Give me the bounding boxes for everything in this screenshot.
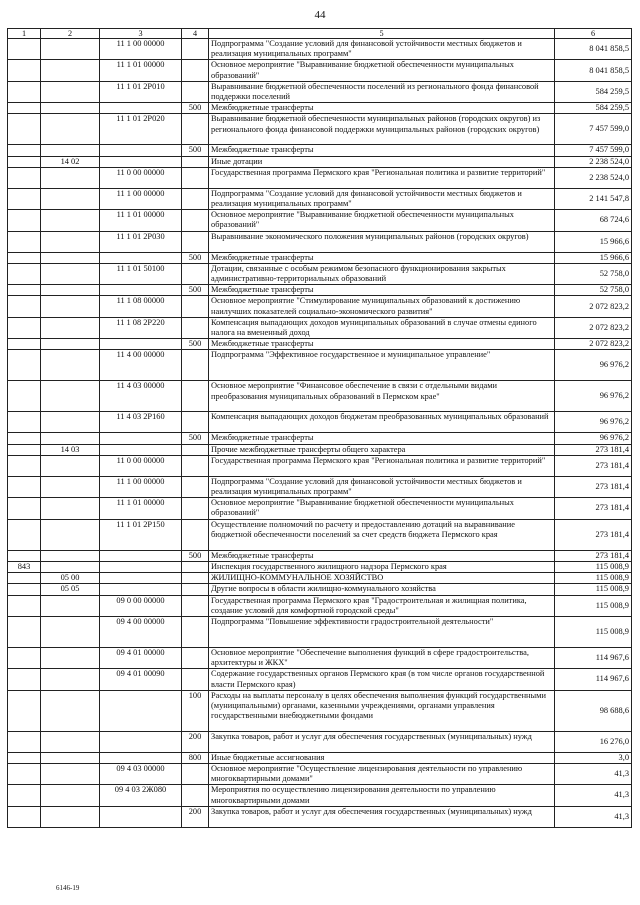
expense-type-cell [182,156,209,167]
amount-cell: 115 008,9 [555,561,632,572]
section-code-cell [41,103,100,114]
amount-cell: 273 181,4 [555,455,632,476]
expense-type-cell [182,647,209,668]
budget-table [7,28,632,828]
table-row [8,550,632,561]
amount-cell: 2 238 524,0 [555,167,632,188]
header-col-6: 6 [555,29,632,39]
expense-type-cell [182,381,209,412]
description-cell: ЖИЛИЩНО-КОММУНАЛЬНОЕ ХОЗЯЙСТВО [209,573,555,584]
amount-cell: 96 976,2 [555,433,632,444]
target-article-cell [100,806,182,827]
amount-cell: 96 976,2 [555,381,632,412]
expense-type-cell [182,167,209,188]
expense-type-cell: 500 [182,550,209,561]
expense-type-cell [182,785,209,806]
section-code-cell [41,252,100,263]
description-cell: Межбюджетные трансферты [209,550,555,561]
ministry-code-cell [8,81,41,102]
table-row [8,381,632,412]
description-cell: Основное мероприятие "Стимулирование муниципальных образований к достижению наилучших показателей социально-экономического развития" [209,296,555,317]
ministry-code-cell [8,263,41,284]
table-row [8,584,632,595]
expense-type-cell [182,476,209,497]
section-code-cell [41,350,100,381]
section-code-cell [41,317,100,338]
table-row [8,806,632,827]
amount-cell: 2 072 823,2 [555,339,632,350]
table-row [8,752,632,763]
ministry-code-cell [8,752,41,763]
ministry-code-cell [8,156,41,167]
ministry-code-cell [8,731,41,752]
table-row [8,210,632,231]
table-row [8,60,632,81]
footer-code: 6146-19 [56,884,80,892]
table-row [8,444,632,455]
description-cell: Закупка товаров, работ и услуг для обеспечения государственных (муниципальных) нужд [209,806,555,827]
target-article-cell [100,752,182,763]
table-row [8,763,632,784]
section-code-cell: 05 00 [41,573,100,584]
expense-type-cell [182,616,209,647]
expense-type-cell [182,412,209,433]
expense-type-cell: 500 [182,103,209,114]
table-body [8,29,632,828]
amount-cell: 16 276,0 [555,731,632,752]
description-cell: Государственная программа Пермского края "Градостроительная и жилищная политика, создание условий для комфортной городской среды" [209,595,555,616]
amount-cell: 98 688,6 [555,690,632,731]
amount-cell: 52 758,0 [555,263,632,284]
description-cell: Другие вопросы в области жилищно-коммунального хозяйства [209,584,555,595]
target-article-cell: 11 1 01 00000 [100,60,182,81]
target-article-cell [100,433,182,444]
section-code-cell [41,550,100,561]
expense-type-cell: 500 [182,285,209,296]
target-article-cell [100,561,182,572]
expense-type-cell [182,444,209,455]
description-cell: Подпрограмма "Создание условий для финансовой устойчивости местных бюджетов и реализация муниципальных программ" [209,476,555,497]
expense-type-cell [182,231,209,252]
table-row [8,339,632,350]
target-article-cell: 11 1 00 00000 [100,39,182,60]
table-row [8,595,632,616]
section-code-cell [41,616,100,647]
target-article-cell: 09 4 01 00090 [100,669,182,690]
ministry-code-cell [8,339,41,350]
section-code-cell [41,167,100,188]
amount-cell: 96 976,2 [555,350,632,381]
section-code-cell [41,498,100,519]
section-code-cell [41,785,100,806]
section-code-cell [41,296,100,317]
expense-type-cell [182,210,209,231]
target-article-cell: 11 1 01 00000 [100,498,182,519]
table-row [8,455,632,476]
section-code-cell [41,763,100,784]
target-article-cell: 11 1 01 2Р010 [100,81,182,102]
target-article-cell: 11 1 08 00000 [100,296,182,317]
amount-cell: 15 966,6 [555,231,632,252]
target-article-cell [100,550,182,561]
header-col-5: 5 [209,29,555,39]
table-row [8,285,632,296]
description-cell: Подпрограмма "Эффективное государственное и муниципальное управление" [209,350,555,381]
table-row [8,156,632,167]
target-article-cell: 11 1 00 00000 [100,476,182,497]
section-code-cell [41,690,100,731]
target-article-cell [100,584,182,595]
section-code-cell [41,433,100,444]
target-article-cell: 11 1 01 2Р020 [100,114,182,145]
expense-type-cell [182,317,209,338]
table-row [8,785,632,806]
ministry-code-cell [8,381,41,412]
ministry-code-cell: 843 [8,561,41,572]
description-cell: Межбюджетные трансферты [209,285,555,296]
table-row [8,561,632,572]
target-article-cell: 11 0 00 00000 [100,167,182,188]
amount-cell: 96 976,2 [555,412,632,433]
table-row [8,317,632,338]
section-code-cell [41,339,100,350]
table-row [8,350,632,381]
amount-cell: 115 008,9 [555,595,632,616]
description-cell: Выравнивание бюджетной обеспеченности поселений из регионального фонда финансовой поддержки поселений [209,81,555,102]
expense-type-cell: 200 [182,731,209,752]
ministry-code-cell [8,476,41,497]
section-code-cell [41,412,100,433]
amount-cell: 273 181,4 [555,444,632,455]
table-row [8,476,632,497]
ministry-code-cell [8,806,41,827]
amount-cell: 2 238 524,0 [555,156,632,167]
ministry-code-cell [8,444,41,455]
section-code-cell [41,476,100,497]
expense-type-cell [182,114,209,145]
ministry-code-cell [8,550,41,561]
amount-cell: 7 457 599,0 [555,145,632,156]
target-article-cell: 11 4 03 2Р160 [100,412,182,433]
section-code-cell [41,455,100,476]
description-cell: Межбюджетные трансферты [209,252,555,263]
description-cell: Компенсация выпадающих доходов муниципальных образований в случае отмены единого налога на вмененный доход [209,317,555,338]
amount-cell: 115 008,9 [555,573,632,584]
description-cell: Иные дотации [209,156,555,167]
description-cell: Межбюджетные трансферты [209,145,555,156]
section-code-cell [41,145,100,156]
table-row [8,669,632,690]
section-code-cell [41,519,100,550]
expense-type-cell [182,350,209,381]
target-article-cell [100,156,182,167]
table-row [8,39,632,60]
target-article-cell: 11 1 01 2Р150 [100,519,182,550]
section-code-cell [41,381,100,412]
description-cell: Расходы на выплаты персоналу в целях обеспечения выполнения функций государственными (муниципальными) органами, казенными учреждениями, органами управления государственными внебюджетными фондами [209,690,555,731]
target-article-cell [100,103,182,114]
expense-type-cell [182,263,209,284]
section-code-cell [41,731,100,752]
target-article-cell: 11 1 08 2Р220 [100,317,182,338]
ministry-code-cell [8,231,41,252]
ministry-code-cell [8,114,41,145]
expense-type-cell: 200 [182,806,209,827]
expense-type-cell [182,763,209,784]
amount-cell: 273 181,4 [555,476,632,497]
description-cell: Прочие межбюджетные трансферты общего характера [209,444,555,455]
section-code-cell: 05 05 [41,584,100,595]
table-row [8,573,632,584]
section-code-cell: 14 02 [41,156,100,167]
expense-type-cell [182,60,209,81]
description-cell: Основное мероприятие "Выравнивание бюджетной обеспеченности муниципальных образований" [209,60,555,81]
table-row [8,690,632,731]
expense-type-cell [182,39,209,60]
expense-type-cell [182,455,209,476]
target-article-cell [100,145,182,156]
table-row [8,103,632,114]
target-article-cell: 11 1 01 00000 [100,210,182,231]
header-col-1: 1 [8,29,41,39]
ministry-code-cell [8,285,41,296]
table-row [8,231,632,252]
table-header-row [8,29,632,39]
ministry-code-cell [8,433,41,444]
target-article-cell [100,285,182,296]
description-cell: Межбюджетные трансферты [209,339,555,350]
amount-cell: 52 758,0 [555,285,632,296]
table-row [8,145,632,156]
ministry-code-cell [8,519,41,550]
target-article-cell: 09 0 00 00000 [100,595,182,616]
amount-cell: 2 141 547,8 [555,188,632,209]
expense-type-cell [182,519,209,550]
amount-cell: 115 008,9 [555,584,632,595]
amount-cell: 68 724,6 [555,210,632,231]
expense-type-cell [182,296,209,317]
target-article-cell [100,444,182,455]
ministry-code-cell [8,188,41,209]
ministry-code-cell [8,647,41,668]
table-row [8,114,632,145]
target-article-cell: 09 4 01 00000 [100,647,182,668]
description-cell: Основное мероприятие "Выравнивание бюджетной обеспеченности муниципальных образований" [209,210,555,231]
section-code-cell [41,263,100,284]
description-cell: Компенсация выпадающих доходов бюджетам преобразованных муниципальных образований [209,412,555,433]
target-article-cell: 09 4 00 00000 [100,616,182,647]
description-cell: Подпрограмма "Повышение эффективности градостроительной деятельности" [209,616,555,647]
section-code-cell [41,669,100,690]
table-row [8,263,632,284]
section-code-cell [41,39,100,60]
ministry-code-cell [8,669,41,690]
amount-cell: 114 967,6 [555,647,632,668]
description-cell: Государственная программа Пермского края "Региональная политика и развитие территорий" [209,167,555,188]
description-cell: Основное мероприятие "Выравнивание бюджетной обеспеченности муниципальных образований" [209,498,555,519]
ministry-code-cell [8,103,41,114]
amount-cell: 41,3 [555,806,632,827]
description-cell: Инспекция государственного жилищного надзора Пермского края [209,561,555,572]
table-row [8,498,632,519]
table-row [8,731,632,752]
description-cell: Закупка товаров, работ и услуг для обеспечения государственных (муниципальных) нужд [209,731,555,752]
target-article-cell [100,573,182,584]
amount-cell: 2 072 823,2 [555,317,632,338]
ministry-code-cell [8,145,41,156]
description-cell: Межбюджетные трансферты [209,103,555,114]
ministry-code-cell [8,763,41,784]
ministry-code-cell [8,39,41,60]
expense-type-cell: 500 [182,252,209,263]
section-code-cell [41,210,100,231]
target-article-cell [100,690,182,731]
description-cell: Осуществление полномочий по расчету и предоставлению дотаций на выравнивание бюджетной обеспеченности поселений за счет средств бюджета Пермского края [209,519,555,550]
table-row [8,412,632,433]
ministry-code-cell [8,167,41,188]
ministry-code-cell [8,412,41,433]
section-code-cell [41,647,100,668]
amount-cell: 584 259,5 [555,103,632,114]
amount-cell: 3,0 [555,752,632,763]
header-col-3: 3 [100,29,182,39]
description-cell: Выравнивание бюджетной обеспеченности муниципальных районов (городских округов) из регионального фонда финансовой поддержки муниципальных районов (городских округов) [209,114,555,145]
ministry-code-cell [8,296,41,317]
ministry-code-cell [8,616,41,647]
amount-cell: 273 181,4 [555,550,632,561]
expense-type-cell [182,188,209,209]
amount-cell: 584 259,5 [555,81,632,102]
expense-type-cell [182,595,209,616]
amount-cell: 2 072 823,2 [555,296,632,317]
target-article-cell: 09 4 03 00000 [100,763,182,784]
target-article-cell: 11 1 01 2Р030 [100,231,182,252]
target-article-cell: 11 0 00 00000 [100,455,182,476]
section-code-cell [41,231,100,252]
ministry-code-cell [8,690,41,731]
section-code-cell [41,752,100,763]
ministry-code-cell [8,252,41,263]
section-code-cell [41,285,100,296]
amount-cell: 15 966,6 [555,252,632,263]
ministry-code-cell [8,455,41,476]
table-row [8,167,632,188]
section-code-cell [41,806,100,827]
expense-type-cell [182,573,209,584]
target-article-cell [100,339,182,350]
ministry-code-cell [8,498,41,519]
ministry-code-cell [8,573,41,584]
expense-type-cell: 500 [182,145,209,156]
expense-type-cell [182,669,209,690]
description-cell: Межбюджетные трансферты [209,433,555,444]
target-article-cell: 11 1 01 50100 [100,263,182,284]
description-cell: Выравнивание экономического положения муниципальных районов (городских округов) [209,231,555,252]
amount-cell: 7 457 599,0 [555,114,632,145]
expense-type-cell: 100 [182,690,209,731]
table-row [8,81,632,102]
description-cell: Мероприятия по осуществлению лицензирования деятельности по управлению многоквартирными домами [209,785,555,806]
table-row [8,296,632,317]
expense-type-cell [182,561,209,572]
target-article-cell: 11 4 00 00000 [100,350,182,381]
section-code-cell [41,60,100,81]
table-row [8,188,632,209]
table-row [8,252,632,263]
ministry-code-cell [8,317,41,338]
expense-type-cell [182,498,209,519]
expense-type-cell [182,81,209,102]
ministry-code-cell [8,350,41,381]
ministry-code-cell [8,584,41,595]
table-row [8,519,632,550]
target-article-cell [100,252,182,263]
target-article-cell: 11 4 03 00000 [100,381,182,412]
section-code-cell [41,114,100,145]
expense-type-cell: 500 [182,339,209,350]
section-code-cell [41,188,100,209]
ministry-code-cell [8,785,41,806]
amount-cell: 115 008,9 [555,616,632,647]
description-cell: Основное мероприятие "Финансовое обеспечение в связи с отдельными видами преобразования муниципальных образований в Пермском крае" [209,381,555,412]
description-cell: Государственная программа Пермского края "Региональная политика и развитие территорий" [209,455,555,476]
expense-type-cell: 800 [182,752,209,763]
target-article-cell [100,731,182,752]
section-code-cell [41,561,100,572]
description-cell: Основное мероприятие "Обеспечение выполнения функций в сфере градостроительства, архитектуры и ЖКХ" [209,647,555,668]
amount-cell: 273 181,4 [555,519,632,550]
section-code-cell [41,81,100,102]
amount-cell: 8 041 858,5 [555,39,632,60]
ministry-code-cell [8,60,41,81]
description-cell: Основное мероприятие "Осуществление лицензирования деятельности по управлению многоквартирными домами" [209,763,555,784]
ministry-code-cell [8,595,41,616]
section-code-cell [41,595,100,616]
amount-cell: 273 181,4 [555,498,632,519]
section-code-cell: 14 03 [41,444,100,455]
ministry-code-cell [8,210,41,231]
description-cell: Иные бюджетные ассигнования [209,752,555,763]
description-cell: Дотации, связанные с особым режимом безопасного функционирования закрытых административно-территориальных образований [209,263,555,284]
description-cell: Содержание государственных органов Пермского края (в том числе органов государственной власти Пермского края) [209,669,555,690]
expense-type-cell: 500 [182,433,209,444]
target-article-cell: 11 1 00 00000 [100,188,182,209]
amount-cell: 41,3 [555,785,632,806]
description-cell: Подпрограмма "Создание условий для финансовой устойчивости местных бюджетов и реализация муниципальных программ" [209,39,555,60]
amount-cell: 114 967,6 [555,669,632,690]
expense-type-cell [182,584,209,595]
table-row [8,647,632,668]
amount-cell: 41,3 [555,763,632,784]
target-article-cell: 09 4 03 2Ж080 [100,785,182,806]
description-cell: Подпрограмма "Создание условий для финансовой устойчивости местных бюджетов и реализация муниципальных программ" [209,188,555,209]
table-row [8,616,632,647]
page-number: 44 [314,9,326,21]
table-row [8,433,632,444]
header-col-4: 4 [182,29,209,39]
amount-cell: 8 041 858,5 [555,60,632,81]
header-col-2: 2 [41,29,100,39]
